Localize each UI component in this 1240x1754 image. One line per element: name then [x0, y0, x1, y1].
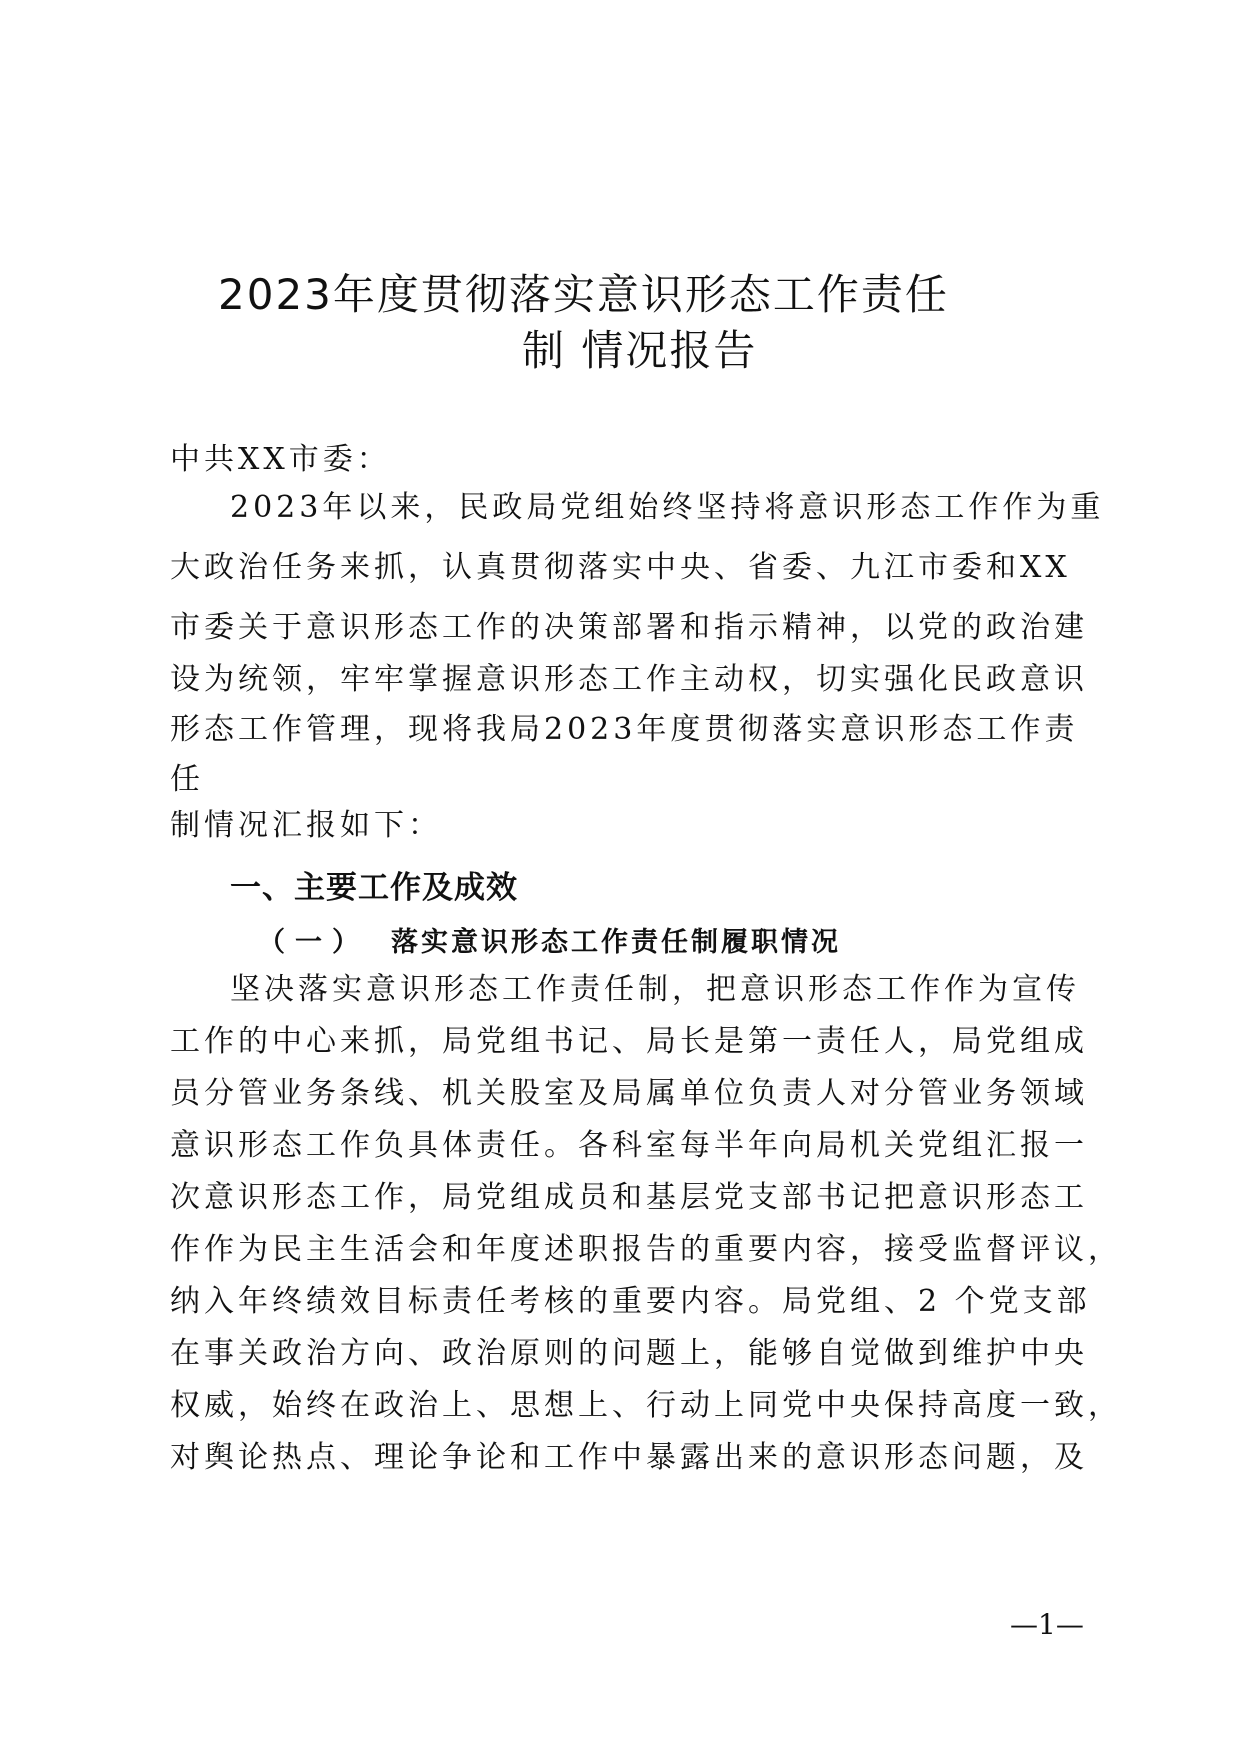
body-line: 意识形态工作负具体责任。各科室每半年向局机关党组汇报一 [170, 1128, 1088, 1163]
intro-line: 大政治任务来抓，认真贯彻落实中央、省委、九江市委和XX [170, 550, 1071, 585]
section-heading: 一、主要工作及成效 [230, 870, 518, 906]
intro-line: 形态工作管理，现将我局2023年度贯彻落实意识形态工作责 [170, 712, 1079, 747]
body-line: 作作为民主生活会和年度述职报告的重要内容，接受监督评议， [170, 1232, 1122, 1267]
document-title-line-1: 2023年度贯彻落实意识形态工作责任 [218, 270, 949, 319]
intro-line: 市委关于意识形态工作的决策部署和指示精神，以党的政治建 [170, 610, 1088, 645]
body-line: 对舆论热点、理论争论和工作中暴露出来的意识形态问题，及 [170, 1440, 1088, 1475]
intro-line: 任 [170, 762, 204, 797]
body-line: 纳入年终绩效目标责任考核的重要内容。局党组、2 个党支部 [170, 1284, 1091, 1319]
intro-line: 2023年以来，民政局党组始终坚持将意识形态工作作为重 [230, 490, 1105, 525]
intro-line: 设为统领，牢牢掌握意识形态工作主动权，切实强化民政意识 [170, 662, 1088, 697]
subsection-number: （一） [258, 927, 369, 958]
salutation: 中共XX市委： [170, 442, 391, 477]
body-line: 次意识形态工作，局党组成员和基层党支部书记把意识形态工 [170, 1180, 1088, 1215]
body-line: 坚决落实意识形态工作责任制，把意识形态工作作为宣传 [230, 972, 1080, 1007]
body-line: 在事关政治方向、政治原则的问题上，能够自觉做到维护中央 [170, 1336, 1088, 1371]
subsection-heading [258, 920, 841, 959]
document-title-line-2: 制 情况报告 [522, 326, 758, 375]
intro-line: 制情况汇报如下： [170, 808, 442, 843]
page-number: —1— [1010, 1608, 1084, 1641]
body-line: 员分管业务条线、机关股室及局属单位负责人对分管业务领域 [170, 1076, 1088, 1111]
body-line: 工作的中心来抓，局党组书记、局长是第一责任人，局党组成 [170, 1024, 1088, 1059]
subsection-title: 落实意识形态工作责任制履职情况 [391, 927, 841, 958]
body-line: 权威，始终在政治上、思想上、行动上同党中央保持高度一致， [170, 1388, 1122, 1423]
